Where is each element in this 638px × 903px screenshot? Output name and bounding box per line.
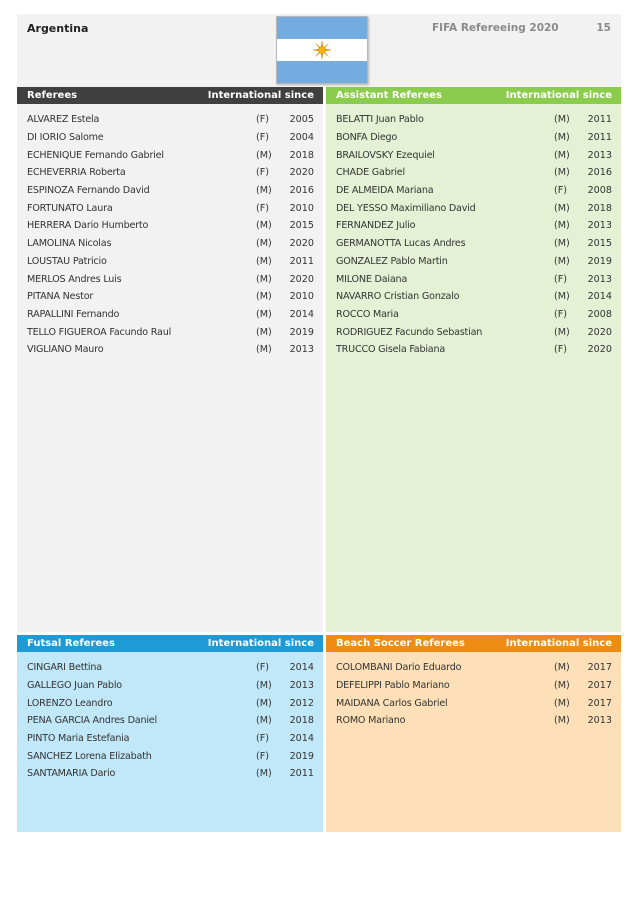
international-since-year: 2014	[289, 662, 314, 674]
international-since-year: 2012	[289, 697, 314, 709]
person-name: DEFELIPPI Pablo Mariano	[336, 680, 450, 692]
list-item	[17, 694, 323, 712]
sex-label: (M)	[256, 680, 272, 692]
futsal-referees-section	[17, 635, 323, 832]
sex-label: (F)	[256, 733, 270, 745]
list-item	[17, 199, 323, 217]
beach-soccer-referees-section	[326, 635, 621, 832]
international-since-year: 2020	[587, 344, 612, 356]
futsal-referees-list	[17, 652, 323, 783]
person-name: PINTO Maria Estefania	[27, 733, 130, 745]
person-name: PITANA Nestor	[27, 291, 94, 303]
country-name: Argentina	[27, 22, 89, 35]
list-item	[17, 164, 323, 182]
person-name: ROMO Mariano	[336, 715, 406, 727]
sex-label: (F)	[256, 662, 270, 674]
sex-label: (M)	[554, 220, 570, 232]
sex-label: (M)	[256, 715, 272, 727]
sex-label: (F)	[256, 750, 270, 762]
sex-label: (M)	[554, 167, 570, 179]
sex-label: (M)	[256, 326, 272, 338]
international-since-year: 2014	[289, 308, 314, 320]
person-name: PENA GARCIA Andres Daniel	[27, 715, 157, 727]
international-since-year: 2019	[289, 750, 314, 762]
list-item	[326, 182, 621, 200]
section-title: Beach Soccer Referees	[336, 638, 465, 649]
person-name: BONFA Diego	[336, 132, 398, 144]
international-since-year: 2011	[289, 255, 314, 267]
futsal-referees-section-header	[17, 635, 323, 652]
person-name: CINGARI Bettina	[27, 662, 102, 674]
sex-label: (M)	[554, 114, 570, 126]
list-item	[326, 217, 621, 235]
person-name: HERRERA Dario Humberto	[27, 220, 149, 232]
person-name: ESPINOZA Fernando David	[27, 185, 150, 197]
list-item	[17, 747, 323, 765]
international-since-year: 2013	[289, 344, 314, 356]
person-name: ALVAREZ Estela	[27, 114, 100, 126]
list-item	[17, 182, 323, 200]
list-item	[326, 129, 621, 147]
person-name: LOUSTAU Patricio	[27, 255, 107, 267]
sex-label: (M)	[554, 238, 570, 250]
person-name: TELLO FIGUEROA Facundo Raul	[27, 326, 172, 338]
international-since-label: International since	[207, 90, 314, 101]
section-title: Assistant Referees	[336, 90, 442, 101]
list-item	[326, 288, 621, 306]
person-name: ECHEVERRIA Roberta	[27, 167, 126, 179]
list-item	[17, 253, 323, 271]
international-since-year: 2018	[289, 715, 314, 727]
sex-label: (M)	[554, 697, 570, 709]
list-item	[326, 164, 621, 182]
list-item	[17, 323, 323, 341]
international-since-year: 2015	[289, 220, 314, 232]
international-since-label: International since	[207, 638, 314, 649]
list-item	[326, 111, 621, 129]
international-since-year: 2016	[587, 167, 612, 179]
international-since-year: 2014	[587, 291, 612, 303]
international-since-year: 2018	[587, 202, 612, 214]
list-item	[326, 694, 621, 712]
sex-label: (M)	[554, 326, 570, 338]
international-since-year: 2013	[587, 149, 612, 161]
international-since-year: 2020	[289, 238, 314, 250]
beach-soccer-referees-section-header	[326, 635, 621, 652]
person-name: RODRIGUEZ Facundo Sebastian	[336, 326, 483, 338]
sex-label: (F)	[256, 202, 270, 214]
international-since-year: 2013	[289, 680, 314, 692]
sex-label: (F)	[554, 273, 568, 285]
beach-soccer-referees-list	[326, 652, 621, 730]
list-item	[326, 253, 621, 271]
list-item	[17, 288, 323, 306]
assistant-referees-list	[326, 104, 621, 359]
list-item	[326, 677, 621, 695]
sex-label: (M)	[256, 220, 272, 232]
person-name: ECHENIQUE Fernando Gabriel	[27, 149, 164, 161]
person-name: SANTAMARIA Dario	[27, 768, 116, 780]
international-since-year: 2018	[289, 149, 314, 161]
sex-label: (M)	[256, 149, 272, 161]
sex-label: (M)	[256, 255, 272, 267]
sex-label: (M)	[256, 308, 272, 320]
sun-of-may-icon	[313, 41, 331, 59]
sex-label: (F)	[554, 185, 568, 197]
sex-label: (M)	[256, 344, 272, 356]
list-item	[17, 341, 323, 359]
sex-label: (M)	[554, 255, 570, 267]
person-name: CHADE Gabriel	[336, 167, 405, 179]
sex-label: (F)	[256, 114, 270, 126]
international-since-year: 2013	[587, 273, 612, 285]
person-name: TRUCCO Gisela Fabiana	[336, 344, 446, 356]
international-since-year: 2017	[587, 680, 612, 692]
person-name: VIGLIANO Mauro	[27, 344, 104, 356]
referees-section-header	[17, 87, 323, 104]
person-name: RAPALLINI Fernando	[27, 308, 120, 320]
list-item	[17, 765, 323, 783]
list-item	[17, 712, 323, 730]
international-since-year: 2004	[289, 132, 314, 144]
person-name: DE ALMEIDA Mariana	[336, 185, 434, 197]
list-item	[17, 677, 323, 695]
international-since-year: 2019	[587, 255, 612, 267]
international-since-year: 2008	[587, 308, 612, 320]
list-item	[326, 341, 621, 359]
person-name: NAVARRO Cristian Gonzalo	[336, 291, 460, 303]
international-since-year: 2020	[289, 167, 314, 179]
international-since-year: 2010	[289, 202, 314, 214]
person-name: COLOMBANI Dario Eduardo	[336, 662, 462, 674]
page-number: 15	[596, 22, 611, 34]
list-item	[17, 217, 323, 235]
list-item	[326, 270, 621, 288]
list-item	[17, 659, 323, 677]
sex-label: (M)	[256, 273, 272, 285]
sex-label: (M)	[554, 149, 570, 161]
sex-label: (M)	[256, 238, 272, 250]
person-name: FERNANDEZ Julio	[336, 220, 416, 232]
person-name: MAIDANA Carlos Gabriel	[336, 697, 448, 709]
list-item	[17, 129, 323, 147]
list-item	[326, 323, 621, 341]
person-name: ROCCO Maria	[336, 308, 399, 320]
list-item	[17, 306, 323, 324]
person-name: BRAILOVSKY Ezequiel	[336, 149, 435, 161]
international-since-year: 2015	[587, 238, 612, 250]
sex-label: (F)	[554, 344, 568, 356]
sex-label: (M)	[554, 202, 570, 214]
list-item	[326, 199, 621, 217]
page-header	[17, 14, 621, 87]
international-since-year: 2011	[587, 114, 612, 126]
list-item	[17, 270, 323, 288]
list-item	[326, 146, 621, 164]
international-since-year: 2014	[289, 733, 314, 745]
international-since-year: 2013	[587, 220, 612, 232]
list-item	[17, 235, 323, 253]
international-since-year: 2017	[587, 697, 612, 709]
person-name: BELATTI Juan Pablo	[336, 114, 424, 126]
international-since-year: 2008	[587, 185, 612, 197]
sex-label: (M)	[256, 768, 272, 780]
sex-label: (M)	[554, 132, 570, 144]
person-name: FORTUNATO Laura	[27, 202, 113, 214]
sex-label: (M)	[554, 680, 570, 692]
list-item	[326, 235, 621, 253]
international-since-label: International since	[505, 90, 612, 101]
list-item	[17, 146, 323, 164]
section-title: Futsal Referees	[27, 638, 115, 649]
section-title: Referees	[27, 90, 78, 101]
sex-label: (M)	[256, 185, 272, 197]
sex-label: (M)	[554, 291, 570, 303]
list-item	[17, 111, 323, 129]
international-since-year: 2020	[587, 326, 612, 338]
international-since-year: 2005	[289, 114, 314, 126]
person-name: DI IORIO Salome	[27, 132, 104, 144]
international-since-year: 2017	[587, 662, 612, 674]
referees-list	[17, 104, 323, 359]
sex-label: (M)	[256, 697, 272, 709]
list-item	[326, 659, 621, 677]
argentina-flag-icon	[276, 16, 368, 84]
person-name: GALLEGO Juan Pablo	[27, 680, 122, 692]
sex-label: (F)	[256, 167, 270, 179]
international-since-year: 2020	[289, 273, 314, 285]
international-since-year: 2011	[289, 768, 314, 780]
sex-label: (M)	[554, 715, 570, 727]
person-name: SANCHEZ Lorena Elizabath	[27, 750, 152, 762]
international-since-year: 2011	[587, 132, 612, 144]
person-name: LORENZO Leandro	[27, 697, 113, 709]
international-since-year: 2013	[587, 715, 612, 727]
sex-label: (F)	[256, 132, 270, 144]
assistant-referees-section-header	[326, 87, 621, 104]
sex-label: (F)	[554, 308, 568, 320]
international-since-label: International since	[505, 638, 612, 649]
assistant-referees-section	[326, 87, 621, 632]
sex-label: (M)	[554, 662, 570, 674]
international-since-year: 2019	[289, 326, 314, 338]
person-name: DEL YESSO Maximiliano David	[336, 202, 476, 214]
sex-label: (M)	[256, 291, 272, 303]
person-name: MERLOS Andres Luis	[27, 273, 122, 285]
document-title: FIFA Refereeing 2020	[432, 22, 559, 34]
person-name: GONZALEZ Pablo Martin	[336, 255, 448, 267]
person-name: LAMOLINA Nicolas	[27, 238, 112, 250]
international-since-year: 2010	[289, 291, 314, 303]
person-name: MILONE Daiana	[336, 273, 408, 285]
international-since-year: 2016	[289, 185, 314, 197]
referees-section	[17, 87, 323, 632]
list-item	[326, 306, 621, 324]
list-item	[326, 712, 621, 730]
person-name: GERMANOTTA Lucas Andres	[336, 238, 466, 250]
list-item	[17, 730, 323, 748]
